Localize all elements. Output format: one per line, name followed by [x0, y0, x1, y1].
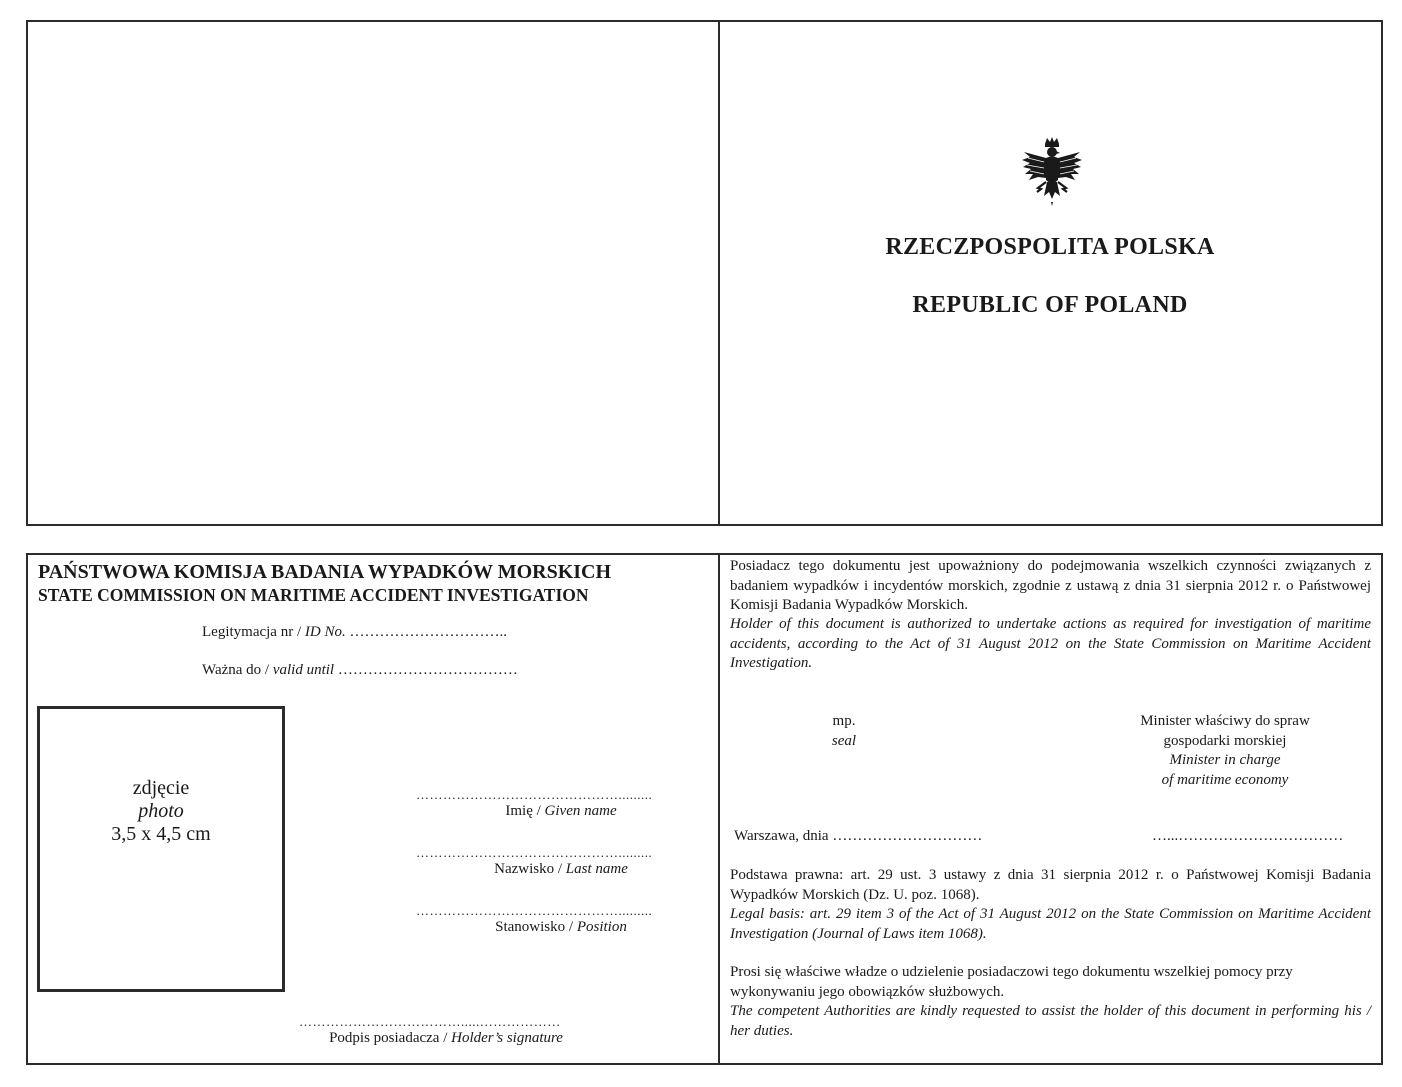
- last-name-line: ……………………………………….........: [416, 845, 653, 860]
- position-caption: [416, 919, 706, 936]
- eagle-emblem-icon: [1020, 136, 1084, 208]
- seal-label-pl: mp.: [832, 713, 856, 729]
- valid-until-field: [202, 662, 518, 679]
- holder-signature-pl: Podpis posiadacza /: [329, 1030, 452, 1046]
- minister-en-line1: Minister in charge: [1169, 752, 1281, 768]
- minister-pl-line1: Minister właściwy do spraw: [1140, 713, 1310, 729]
- cover-panel: [26, 20, 1383, 526]
- position-en: Position: [576, 919, 627, 935]
- valid-label-en: valid until: [272, 662, 335, 678]
- minister-signature-line: …...……………………………: [1152, 828, 1344, 844]
- holder-signature-line: ……………………………….....………………: [299, 1014, 561, 1029]
- authorization-text-en: Holder of this document is authorized to undertake actions as required for investigation of maritime accidents, according to the Act of 31 August 2012 on the State Commission on Maritime Accident Investigation.: [730, 616, 1371, 671]
- given-name-caption: [416, 803, 706, 820]
- photo-label-pl: zdjęcie: [132, 777, 190, 799]
- org-name-en: STATE COMMISSION ON MARITIME ACCIDENT INVESTIGATION: [38, 585, 589, 605]
- authorization-text-pl: Posiadacz tego dokumentu jest upoważniony do podejmowania wszelkich czynności związanych z badaniem wypadków i incydentów morskich, zgodnie z ustawą z dnia 31 sierpnia 2012 r. o Państwowej Komisji Badania Wypadków Morskich.: [730, 558, 1371, 613]
- cover-title-pl: RZECZPOSPOLITA POLSKA: [885, 234, 1215, 260]
- seal-label-en: seal: [831, 732, 857, 749]
- photo-placeholder: [37, 706, 285, 992]
- cover-title-en: REPUBLIC OF POLAND: [912, 292, 1188, 318]
- last-name-pl: Nazwisko /: [494, 861, 566, 877]
- given-name-en: Given name: [544, 803, 617, 819]
- holder-signature-en: Holder’s signature: [451, 1030, 563, 1046]
- photo-label-en: photo: [138, 800, 184, 822]
- legal-basis-pl: Podstawa prawna: art. 29 ust. 3 ustawy z dnia 31 sierpnia 2012 r. o Państwowej Komisji Badania Wypadków Morskich (Dz. U. poz. 1068).: [730, 867, 1371, 903]
- last-name-caption: [416, 861, 706, 878]
- inside-fold-line: [718, 553, 720, 1065]
- given-name-line: ……………………………………….........: [416, 787, 653, 802]
- valid-dots: ………………………………: [334, 662, 518, 678]
- id-label-pl: Legitymacja nr /: [202, 624, 305, 640]
- cover-fold-line: [718, 20, 720, 526]
- org-name-pl: PAŃSTWOWA KOMISJA BADANIA WYPADKÓW MORSKICH: [38, 561, 612, 583]
- valid-label-pl: Ważna do /: [202, 662, 273, 678]
- id-label-en: ID No.: [304, 624, 346, 640]
- given-name-pl: Imię /: [505, 803, 545, 819]
- photo-size-label: 3,5 x 4,5 cm: [111, 823, 211, 845]
- position-line: ……………………………………….........: [416, 903, 653, 918]
- id-dots: …………………………..: [345, 624, 507, 640]
- minister-block: [1095, 712, 1355, 790]
- minister-pl-line2: gospodarki morskiej: [1163, 732, 1287, 749]
- minister-en-line2: of maritime economy: [1161, 771, 1289, 788]
- place-date-field: Warszawa, dnia …………………………: [734, 828, 983, 844]
- position-pl: Stanowisko /: [495, 919, 577, 935]
- assistance-request-en: The competent Authorities are kindly requested to assist the holder of this document in performing his / her duties.: [730, 1003, 1371, 1039]
- seal-label: [794, 712, 894, 751]
- holder-signature-caption: [296, 1030, 596, 1047]
- legal-basis-en: Legal basis: art. 29 item 3 of the Act of 31 August 2012 on the State Commission on Maritime Accident Investigation (Journal of Laws item 1068).: [730, 906, 1371, 942]
- last-name-en: Last name: [565, 861, 628, 877]
- assistance-request-pl: Prosi się właściwe władze o udzielenie posiadaczowi tego dokumentu wszelkiej pomocy przy wykonywaniu jego obowiązków służbowych.: [730, 964, 1293, 1000]
- id-number-field: [202, 624, 507, 641]
